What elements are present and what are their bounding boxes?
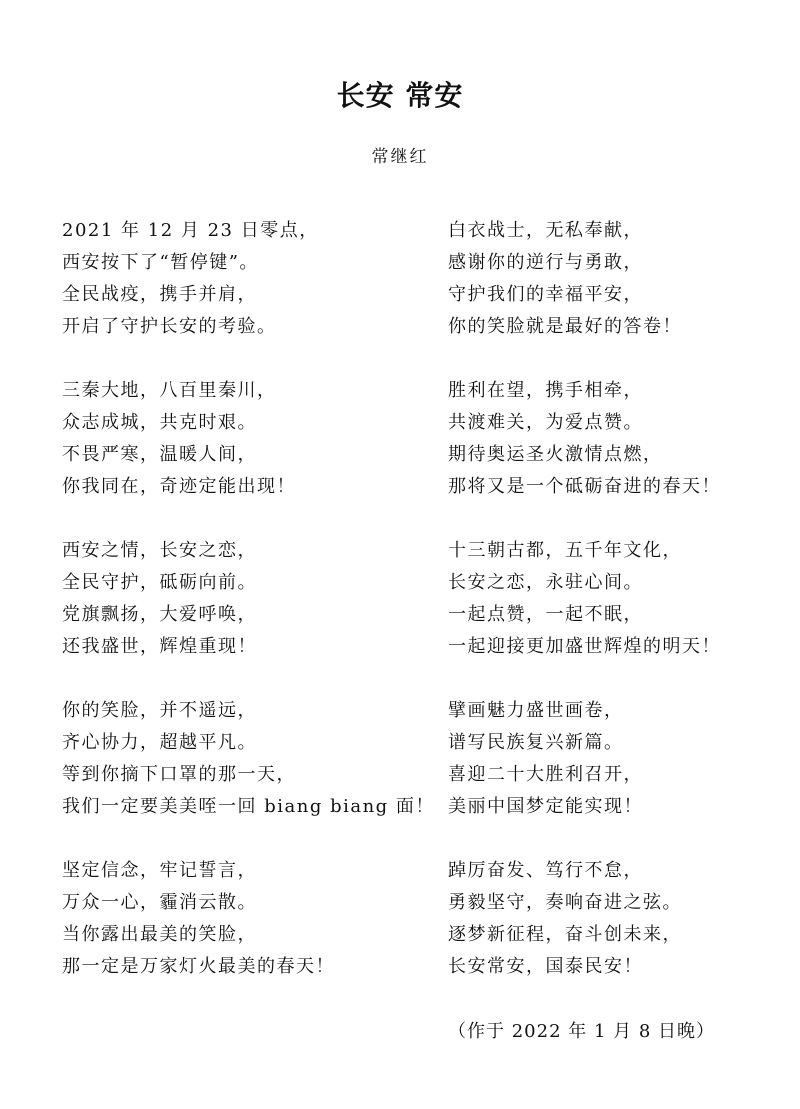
poem-line: 长安之恋，永驻心间。	[448, 572, 643, 593]
poem-line: 喜迎二十大胜利召开，	[448, 764, 643, 785]
stanza	[62, 695, 435, 855]
poem-line: 全民守护，砥砺向前。	[62, 572, 257, 593]
poem-line: 众志成城，共克时艰。	[62, 412, 257, 433]
poem-line: 那一定是万家灯火最美的春天！	[62, 956, 335, 977]
poem-line: 万众一心，霾消云散。	[62, 892, 257, 913]
poem-line: 擘画魅力盛世画卷，	[448, 700, 624, 721]
stanza	[448, 695, 788, 855]
poem-line: 全民战疫，携手并肩，	[62, 284, 257, 305]
poem-line: 守护我们的幸福平安，	[448, 284, 643, 305]
poem-line: 那将又是一个砥砺奋进的春天！	[448, 476, 721, 497]
poem-line: 长安常安，国泰民安！	[448, 956, 643, 977]
stanza	[62, 215, 432, 375]
poem-line: 一起点赞，一起不眠，	[448, 604, 643, 625]
poem-line: 等到你摘下口罩的那一天，	[62, 764, 296, 785]
stanza	[62, 375, 432, 535]
poem-line: 共渡难关，为爱点赞。	[448, 412, 643, 433]
poem-author: 常继红	[371, 147, 429, 167]
poem-line: 踔厉奋发、笃行不怠，	[448, 860, 643, 881]
right-column	[448, 215, 788, 1015]
poem-line: 2021 年 12 月 23 日零点，	[62, 220, 319, 241]
stanza	[448, 215, 788, 375]
poem-line: 不畏严寒，温暖人间，	[62, 444, 257, 465]
poem-line: 谱写民族复兴新篇。	[448, 732, 624, 753]
stanza	[62, 855, 432, 1015]
poem-line: 你的笑脸，并不遥远，	[62, 700, 257, 721]
stanza	[448, 375, 788, 535]
poem-line: 期待奥运圣火激情点燃，	[448, 444, 663, 465]
poem-line: 勇毅坚守，奏响奋进之弦。	[448, 892, 682, 913]
poem-line: 齐心协力，超越平凡。	[62, 732, 257, 753]
poem-line: 十三朝古都，五千年文化，	[448, 540, 682, 561]
poem-line: 白衣战士，无私奉献，	[448, 220, 643, 241]
stanza	[62, 535, 432, 695]
poem-line: 三秦大地，八百里秦川，	[62, 380, 277, 401]
poem-line: 我们一定要美美咥一回 biang biang 面！	[62, 796, 435, 817]
poem-title: 长安 常安	[336, 79, 464, 112]
date-note: （作于 2022 年 1 月 8 日晚）	[448, 1021, 716, 1042]
stanza	[448, 855, 788, 1015]
poem-line: 感谢你的逆行与勇敢，	[448, 252, 643, 273]
poem-line: 开启了守护长安的考验。	[62, 316, 277, 337]
poem-line: 党旗飘扬，大爱呼唤，	[62, 604, 257, 625]
poem-line: 你的笑脸就是最好的答卷！	[448, 316, 682, 337]
poem-line: 逐梦新征程，奋斗创未来，	[448, 924, 682, 945]
poem-line: 胜利在望，携手相牵，	[448, 380, 643, 401]
poem-line: 西安之情，长安之恋，	[62, 540, 257, 561]
poem-line: 一起迎接更加盛世辉煌的明天！	[448, 636, 721, 657]
poem-line: 当你露出最美的笑脸，	[62, 924, 257, 945]
poem-line: 还我盛世，辉煌重现！	[62, 636, 257, 657]
left-column	[62, 215, 435, 1015]
poem-line: 西安按下了“暂停键”。	[62, 252, 259, 273]
poem-line: 美丽中国梦定能实现！	[448, 796, 643, 817]
poem-line: 你我同在，奇迹定能出现！	[62, 476, 296, 497]
stanza	[448, 535, 788, 695]
poem-line: 坚定信念，牢记誓言，	[62, 860, 257, 881]
